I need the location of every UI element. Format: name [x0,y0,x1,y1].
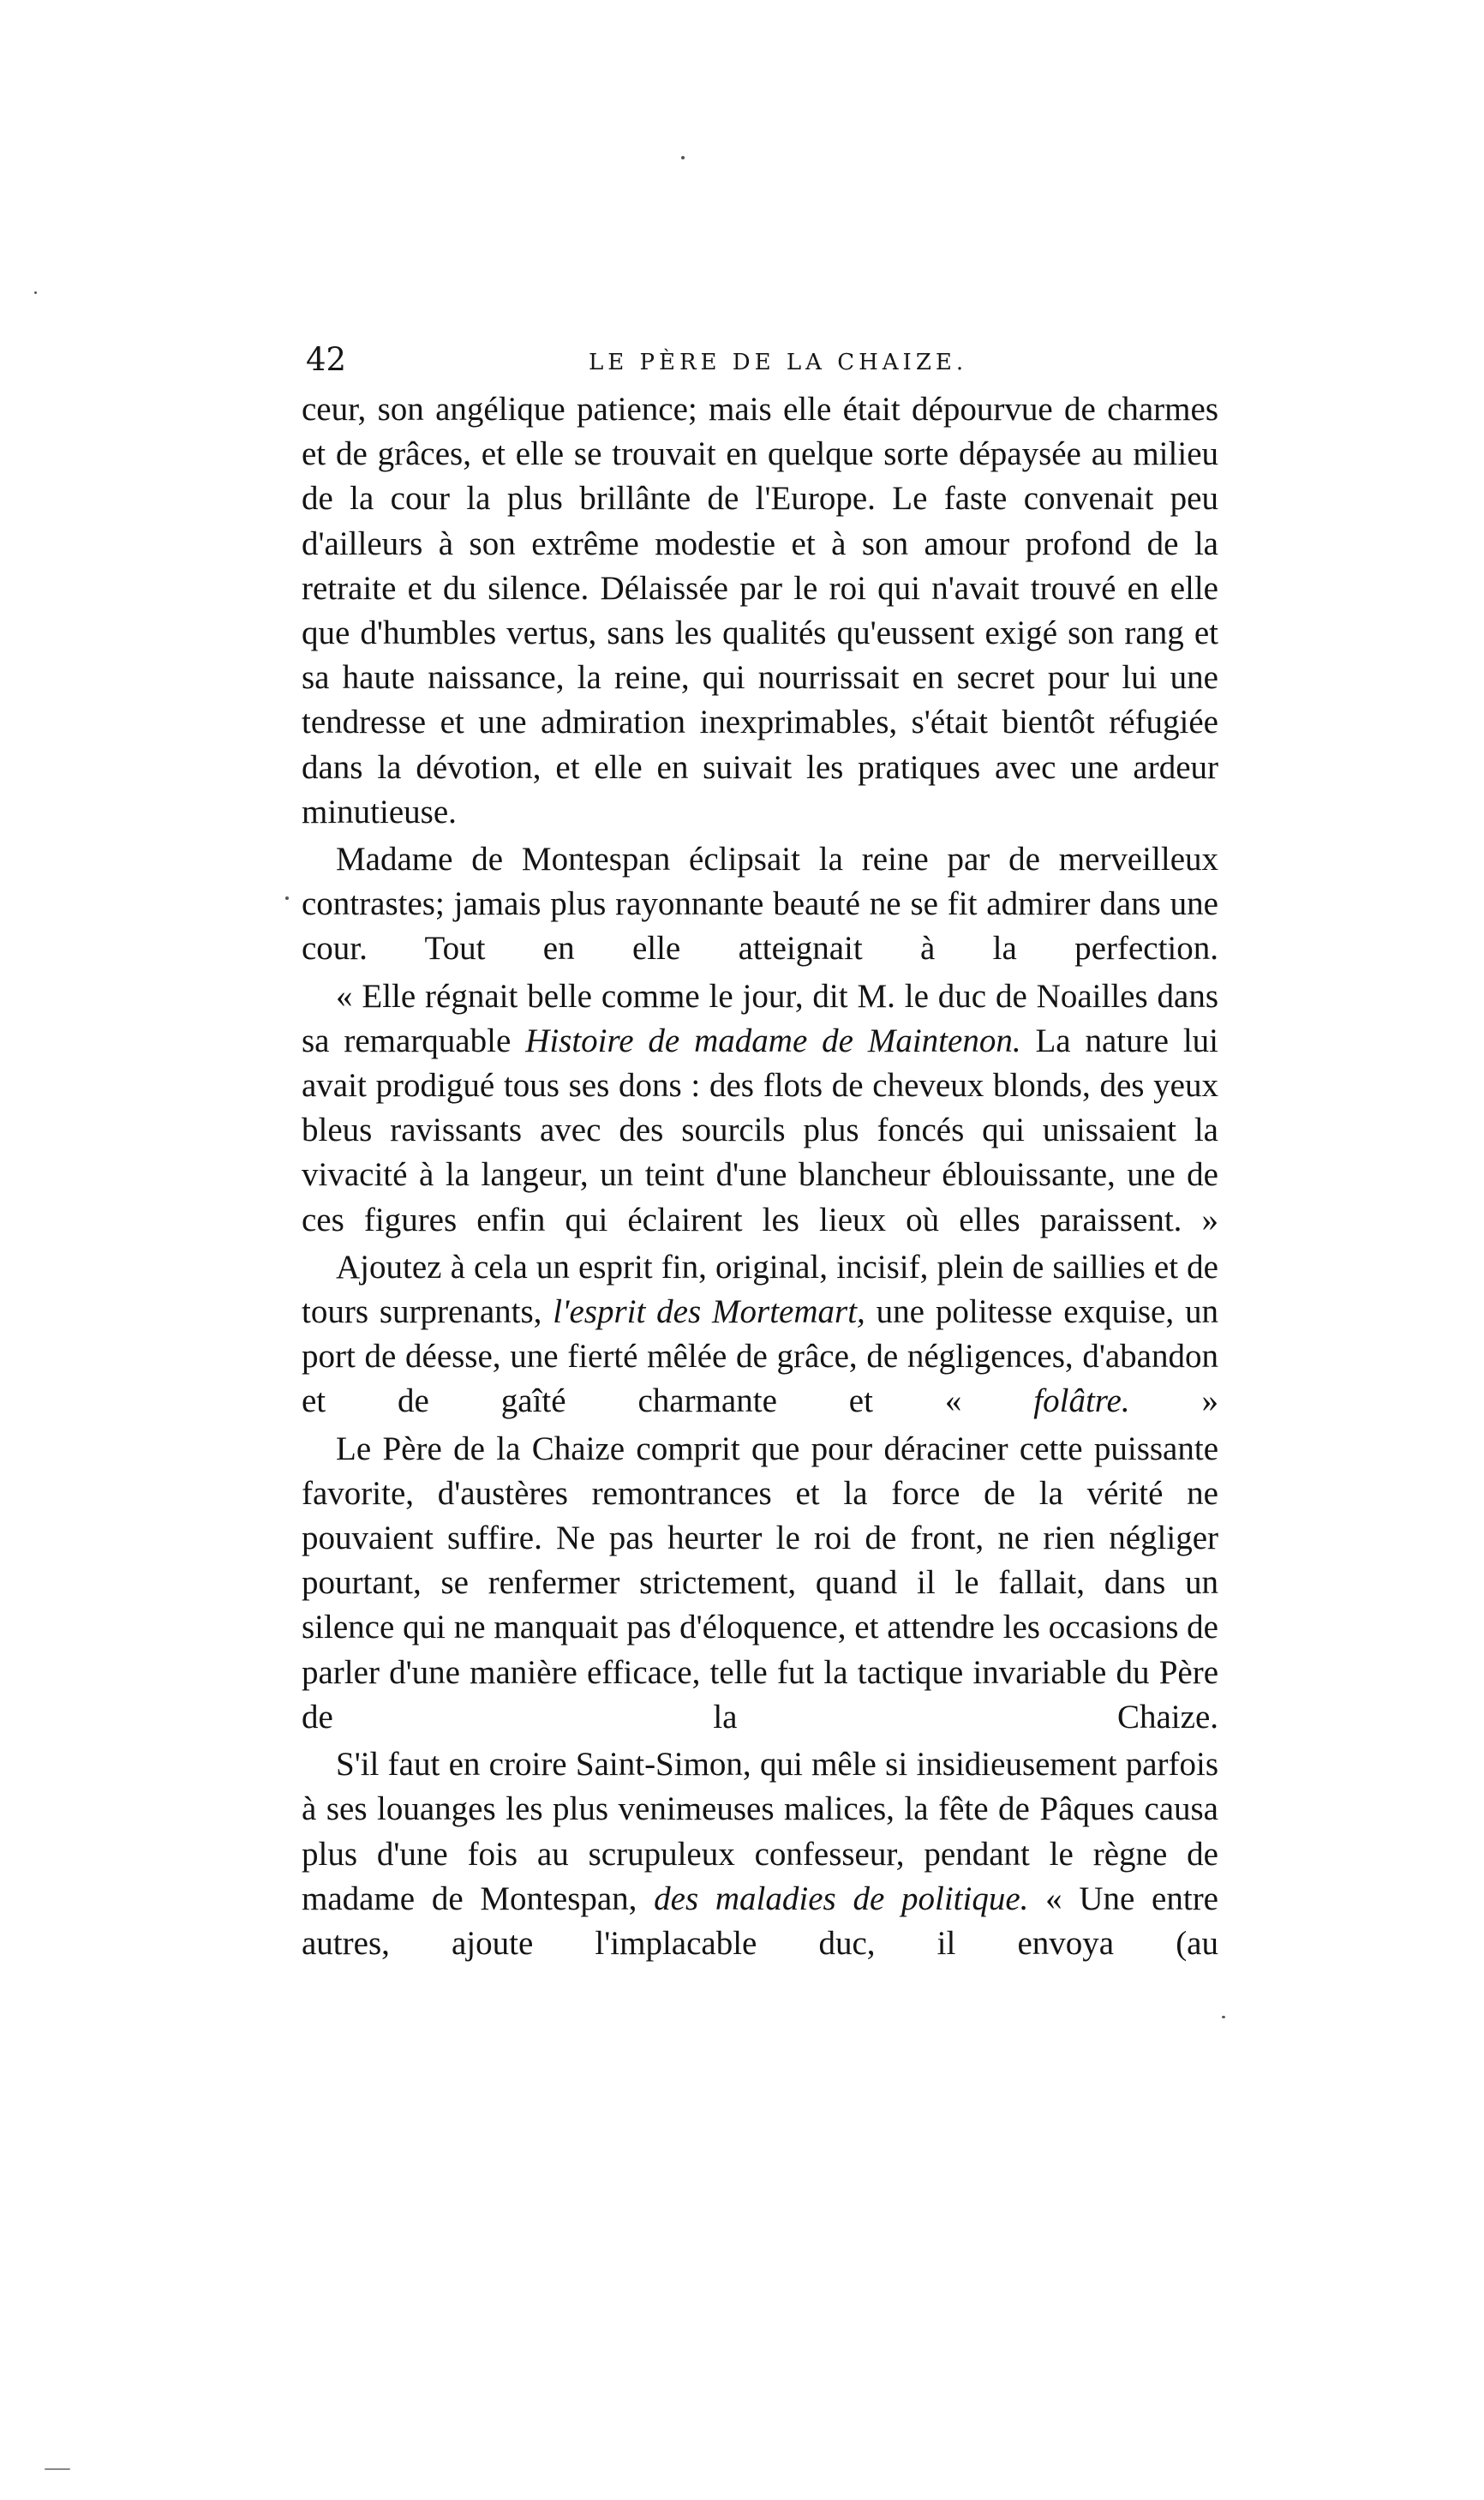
italic-title: Histoire de madame de Maintenon. [525,1022,1021,1059]
text-run: « Une entre autres, ajoute l'implacable duc, il envoya (au [302,1879,1218,1962]
italic-phrase: folâtre. [1033,1382,1130,1420]
scan-speck [45,2468,70,2470]
text-run: » [1129,1382,1219,1420]
paragraph [302,974,1218,1243]
text-run: S'il faut en croire Saint-Simon, qui mêle si insidieusement parfois à ses louanges les plus venimeuses malices, la fête de Pâques causa plus d'une fois au scrupuleux confesseur, pendant le règne de madame de Montespan, [302,1746,1218,1917]
paragraph [302,1245,1218,1424]
scan-speck [34,291,37,294]
paragraph [302,837,1218,972]
text-run: Madame de Montespan éclipsait la reine par de merveilleux contrastes; jamais plus rayonnante beauté ne se fit admirer dans une cour. Tout en elle atteignait à la perfection. [302,841,1218,968]
text-run: Ajoutez à cela un esprit fin, original, incisif, plein de saillies et de tours surprenants, [302,1248,1218,1331]
paragraph [302,1742,1218,1966]
text-run: « Elle régnait belle comme le jour, dit M. le duc de Noailles dans sa remarquable [302,977,1218,1059]
italic-phrase: l'esprit des Mortemart, [553,1293,865,1331]
paragraph [302,387,1218,835]
scan-speck [285,896,289,900]
text-run: Le Père de la Chaize comprit que pour déraciner cette puissante favorite, d'austères remontrances et la force de la vérité ne pouvaient suffire. Ne pas heurter le roi de front, ne rien négliger pourtant, se renfermer strictement, quand il le fallait, dans un silence qui ne manquait pas d'éloquence, et attendre les occasions de parler d'une manière efficace, telle fut la tactique invariable du Père de la Chaize. [302,1430,1218,1736]
page-header [306,336,1223,384]
page-number: 42 [306,341,347,378]
scan-speck [1222,2016,1225,2018]
text-run: ceur, son angélique patience; mais elle était dépourvue de charmes et de grâces, et elle se trouvait en quelque sorte dépaysée au milieu de la cour la plus brillânte de l'Europe. Le faste convenait peu d'ailleurs à son extrême modestie et à son amour profond de la retraite et du silence. Délaissée par le roi qui n'avait trouvé en elle que d'humbles vertus, sans les qualités qu'eussent exigé son rang et sa haute naissance, la reine, qui nourrissait en secret pour lui une tendresse et une admiration inexprimables, s'était bientôt réfugiée dans la dévotion, et elle en suivait les pratiques avec une ardeur minutieuse. [302,391,1218,830]
paragraph [302,1427,1218,1740]
running-title: LE PÈRE DE LA CHAIZE. [589,350,968,375]
scan-speck [681,156,685,159]
text-run: une politesse exquise, un port de déesse, une fierté mêlée de grâce, de négligences, d'abandon et de gaîté charmante et « [302,1293,1218,1420]
body-text [302,387,1218,1969]
italic-phrase: des maladies de politique. [654,1879,1029,1917]
text-run: La nature lui avait prodigué tous ses dons : des flots de cheveux blonds, des yeux bleus ravissants avec des sourcils plus foncés qui unissaient la vivacité à la langeur, un teint d'une blancheur éblouissante, une de ces figures enfin qui éclairent les lieux où elles paraissent. » [302,1022,1218,1238]
